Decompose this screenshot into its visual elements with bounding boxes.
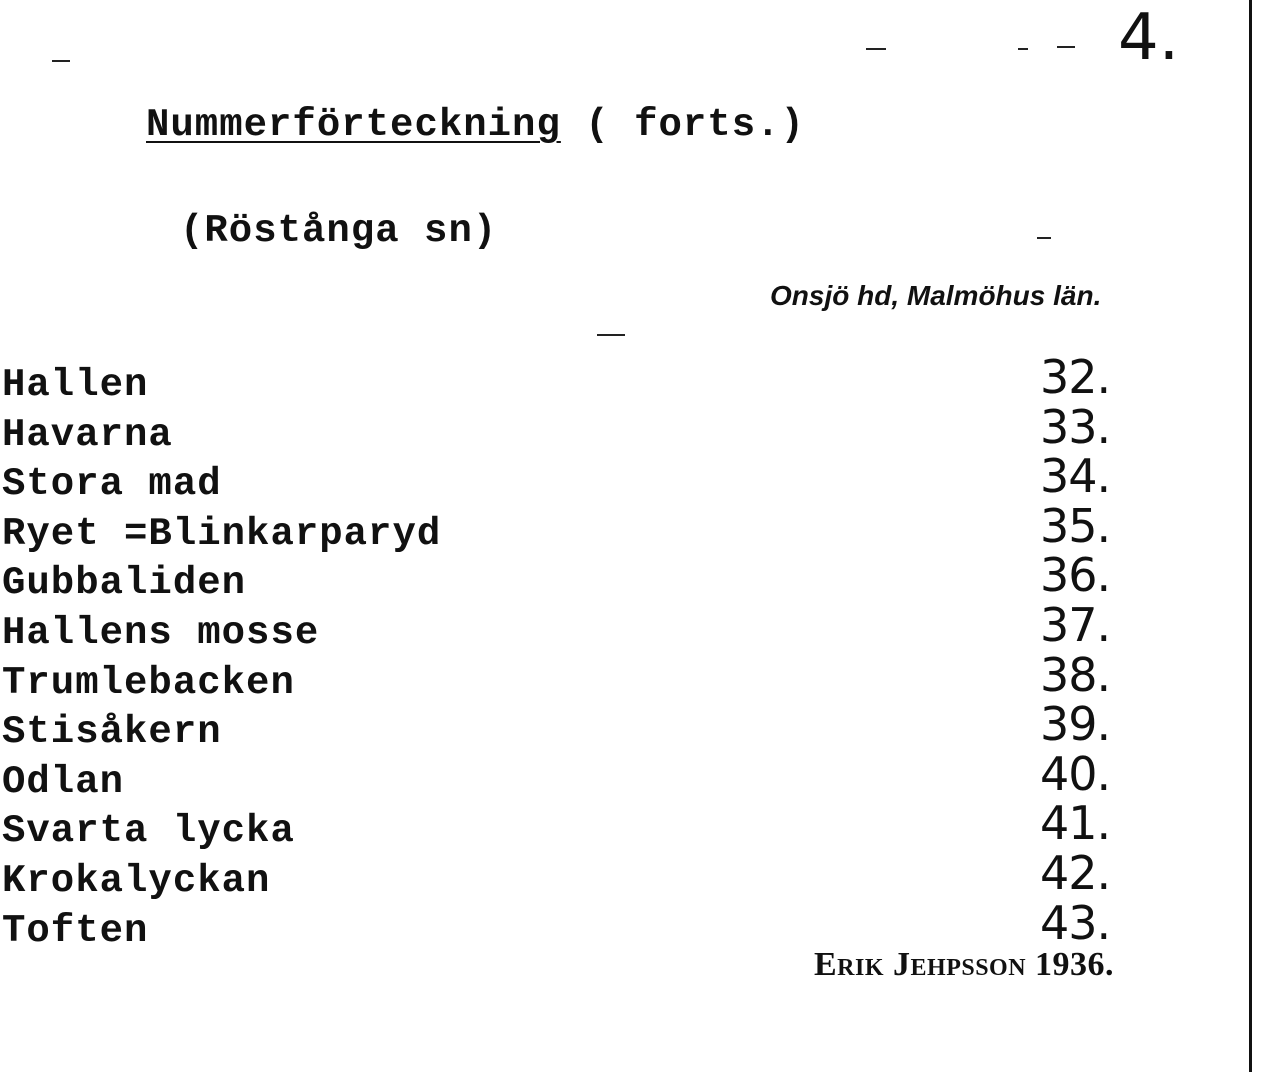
place-number: 35. bbox=[1040, 498, 1111, 553]
place-name: Hallens mosse bbox=[2, 610, 320, 655]
scan-speck bbox=[597, 334, 625, 336]
scan-speck bbox=[866, 48, 886, 50]
parish-subtitle: (Röstånga sn) bbox=[180, 209, 498, 253]
place-name: Odlan bbox=[2, 759, 125, 804]
title-continuation-text: ( forts.) bbox=[560, 103, 805, 147]
place-number: 43. bbox=[1040, 895, 1111, 950]
author-signature: Erik Jehpsson 1936. bbox=[814, 946, 1115, 983]
place-name: Ryet =Blinkarparyd bbox=[2, 511, 442, 556]
page-title bbox=[146, 103, 805, 147]
place-number: 38. bbox=[1040, 647, 1111, 702]
place-number: 33. bbox=[1040, 399, 1111, 454]
district-stamp: Onsjö hd, Malmöhus län. bbox=[770, 280, 1102, 311]
place-number: 42. bbox=[1040, 845, 1111, 900]
place-number: 41. bbox=[1040, 796, 1111, 851]
scan-speck bbox=[1057, 46, 1075, 48]
place-name: Havarna bbox=[2, 412, 173, 457]
place-number: 40. bbox=[1040, 746, 1111, 801]
place-number: 32. bbox=[1040, 350, 1111, 404]
place-name: Krokalyckan bbox=[2, 858, 271, 903]
title-underlined-text: Nummerförteckning bbox=[146, 103, 561, 147]
place-name: Stora mad bbox=[2, 462, 222, 507]
scan-speck bbox=[1018, 48, 1028, 50]
place-name: Gubbaliden bbox=[2, 561, 247, 606]
place-name: Hallen bbox=[2, 363, 149, 407]
place-name: Trumlebacken bbox=[2, 660, 295, 705]
place-number: 36. bbox=[1040, 548, 1111, 603]
place-number: 39. bbox=[1040, 697, 1111, 752]
place-number: 37. bbox=[1040, 597, 1111, 652]
place-name: Toften bbox=[2, 908, 149, 953]
page-right-border bbox=[1249, 0, 1252, 1072]
scan-speck bbox=[1037, 237, 1051, 239]
place-name: Svarta lycka bbox=[2, 809, 295, 854]
scan-speck bbox=[52, 60, 70, 62]
place-number: 34. bbox=[1040, 449, 1111, 504]
number-list bbox=[0, 350, 1240, 957]
page-number: 4. bbox=[1118, 1, 1180, 75]
place-name: Stisåkern bbox=[2, 710, 222, 755]
